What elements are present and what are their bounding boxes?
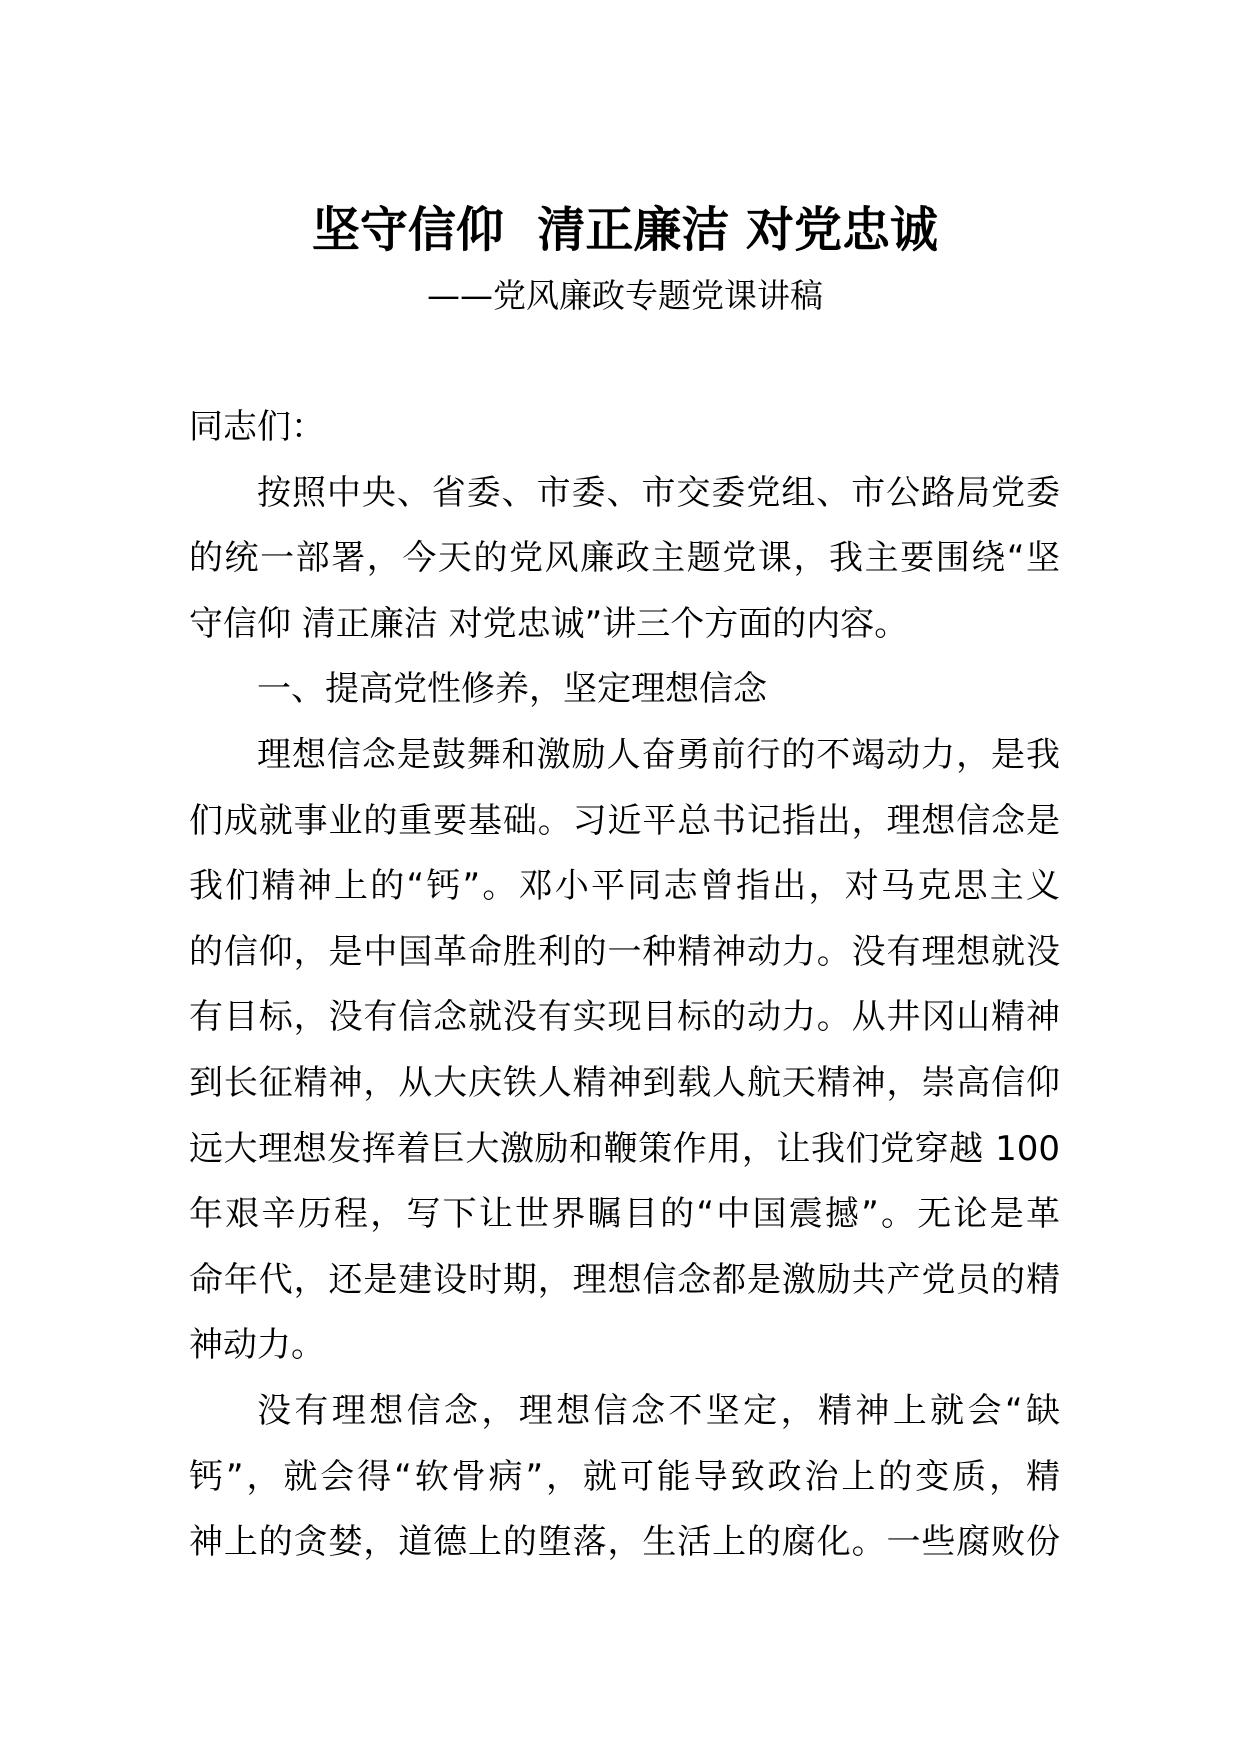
paragraph-line: 守信仰 清正廉洁 对党忠诚”讲三个方面的内容。	[189, 603, 909, 644]
paragraph-line: 的统一部署，今天的党风廉政主题党课，我主要围绕“坚	[189, 538, 1060, 579]
paragraph-line: 没有理想信念，理想信念不坚定，精神上就会“缺	[257, 1390, 1060, 1431]
paragraph-line: 神上的贪婪，道德上的堕落，生活上的腐化。一些腐败份	[189, 1522, 1060, 1563]
salutation: 同志们：	[189, 407, 325, 447]
paragraph-line: 们成就事业的重要基础。习近平总书记指出，理想信念是	[189, 800, 1060, 841]
paragraph-line: 理想信念是鼓舞和激励人奋勇前行的不竭动力，是我	[257, 734, 1060, 775]
paragraph-line: 神动力。	[189, 1325, 325, 1366]
paragraph-line: 年艰辛历程，写下让世界瞩目的“中国震撼”。无论是革	[189, 1194, 1060, 1235]
paragraph-line: 到长征精神，从大庆铁人精神到载人航天精神，崇高信仰	[189, 1062, 1060, 1103]
paragraph-line: 远大理想发挥着巨大激励和鞭策作用，让我们党穿越 100	[189, 1128, 1060, 1169]
paragraph-line: 命年代，还是建设时期，理想信念都是激励共产党员的精	[189, 1259, 1060, 1300]
section-heading: 一、提高党性修养，坚定理想信念	[257, 669, 767, 710]
paragraph-line: 我们精神上的“钙”。邓小平同志曾指出，对马克思主义	[189, 866, 1060, 907]
paragraph-line: 钙”，就会得“软骨病”，就可能导致政治上的变质，精	[189, 1456, 1060, 1497]
document-body	[189, 395, 1060, 1576]
paragraph-line: 有目标，没有信念就没有实现目标的动力。从井冈山精神	[189, 997, 1060, 1038]
paragraph-line: 按照中央、省委、市委、市交委党组、市公路局党委	[257, 472, 1060, 513]
paragraph-line: 的信仰，是中国革命胜利的一种精神动力。没有理想就没	[189, 931, 1060, 972]
document-subtitle: ——党风廉政专题党课讲稿	[427, 276, 823, 315]
document-title: 坚守信仰 清正廉洁 对党忠诚	[311, 202, 939, 258]
